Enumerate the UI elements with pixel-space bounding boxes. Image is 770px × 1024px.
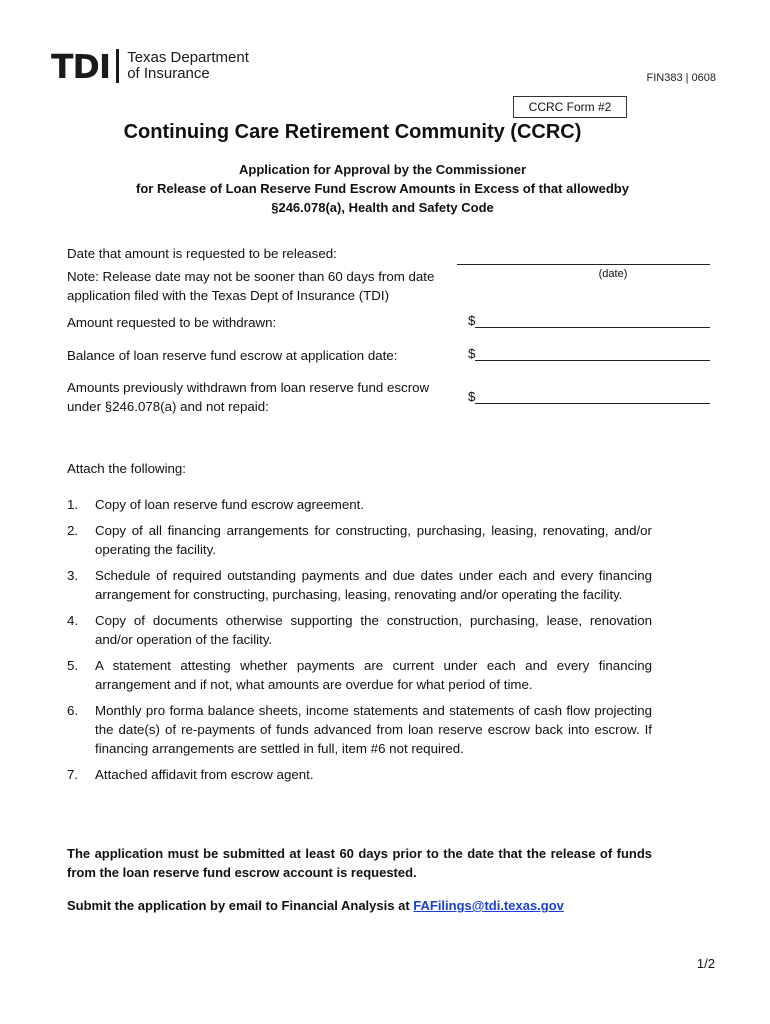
subtitle-line-1: Application for Approval by the Commissioner — [239, 162, 526, 177]
subtitle — [60, 160, 705, 217]
balance-label: Balance of loan reserve fund escrow at application date: — [67, 348, 398, 363]
logo-text — [127, 50, 249, 82]
currency-sign: $ — [468, 389, 476, 404]
amount-line — [475, 313, 710, 328]
subtitle-line-3: §246.078(a), Health and Safety Code — [271, 200, 494, 215]
currency-sign: $ — [468, 313, 476, 328]
list-item: 5. A statement attesting whether payments are current under each and every financing arrangement and if not, what amounts are overdue for what period of time. — [67, 658, 652, 692]
list-item: 2. Copy of all financing arrangements for constructing, purchasing, leasing, renovating, and/or operating the facility. — [67, 523, 652, 557]
date-note — [67, 267, 434, 305]
tdi-logo — [51, 46, 249, 86]
date-hint: (date) — [598, 268, 628, 280]
page-number: 1/2 — [696, 956, 715, 971]
date-note-line-1: Note: Release date may not be sooner than 60 days from date — [67, 269, 435, 284]
form-number-box: CCRC Form #2 — [513, 96, 627, 118]
list-item: 6. Monthly pro forma balance sheets, income statements and statements of cash flow projecting the date(s) of re-payments of funds advanced from loan reserve escrow back into escrow. If financing arrangements are settled in full, item #6 not required. — [67, 703, 652, 756]
deadline-notice: The application must be submitted at least 60 days prior to the date that the release of funds from the loan reserve fund escrow account is requested. — [67, 846, 652, 880]
date-note-line-2: application filed with the Texas Dept of Insurance (TDI) — [67, 288, 389, 303]
attachment-list — [67, 495, 652, 791]
email-link[interactable]: FAFilings@tdi.texas.gov — [413, 898, 564, 913]
page-title: Continuing Care Retirement Community (CCRC) — [123, 121, 582, 143]
previous-label-line-1: Amounts previously withdrawn from loan reserve fund escrow — [67, 380, 430, 395]
list-item: 7. Attached affidavit from escrow agent. — [67, 767, 314, 782]
submit-instructions — [67, 898, 667, 913]
previous-withdrawn-input[interactable] — [468, 389, 710, 404]
previous-withdrawn-label — [67, 378, 429, 416]
list-item: 4. Copy of documents otherwise supporting the construction, purchasing, lease, renovation and/or operation of the facility. — [67, 613, 652, 647]
balance-line — [475, 346, 710, 361]
balance-input[interactable] — [468, 346, 710, 361]
date-input-line[interactable] — [457, 264, 710, 265]
previous-line — [475, 389, 710, 404]
date-label: Date that amount is requested to be released: — [67, 246, 337, 261]
subtitle-line-2: for Release of Loan Reserve Fund Escrow Amounts in Excess of that allowedby — [136, 181, 629, 196]
amount-label: Amount requested to be withdrawn: — [67, 315, 277, 330]
logo-divider — [116, 49, 119, 83]
attach-heading: Attach the following: — [67, 461, 187, 476]
previous-label-line-2: under §246.078(a) and not repaid: — [67, 399, 269, 414]
logo-line-1: Texas Department — [127, 49, 249, 66]
amount-input[interactable] — [468, 313, 710, 328]
list-item: 1. Copy of loan reserve fund escrow agreement. — [67, 497, 365, 512]
submit-text: Submit the application by email to Financial Analysis at — [67, 898, 414, 913]
logo-mark: TDI — [51, 46, 111, 86]
list-item: 3. Schedule of required outstanding payments and due dates under each and every financing arrangement for constructing, purchasing, leasing, renovating and/or operating the facility. — [67, 568, 652, 602]
form-code: FIN383 | 0608 — [646, 72, 716, 84]
currency-sign: $ — [468, 346, 476, 361]
logo-line-2: of Insurance — [127, 65, 210, 82]
